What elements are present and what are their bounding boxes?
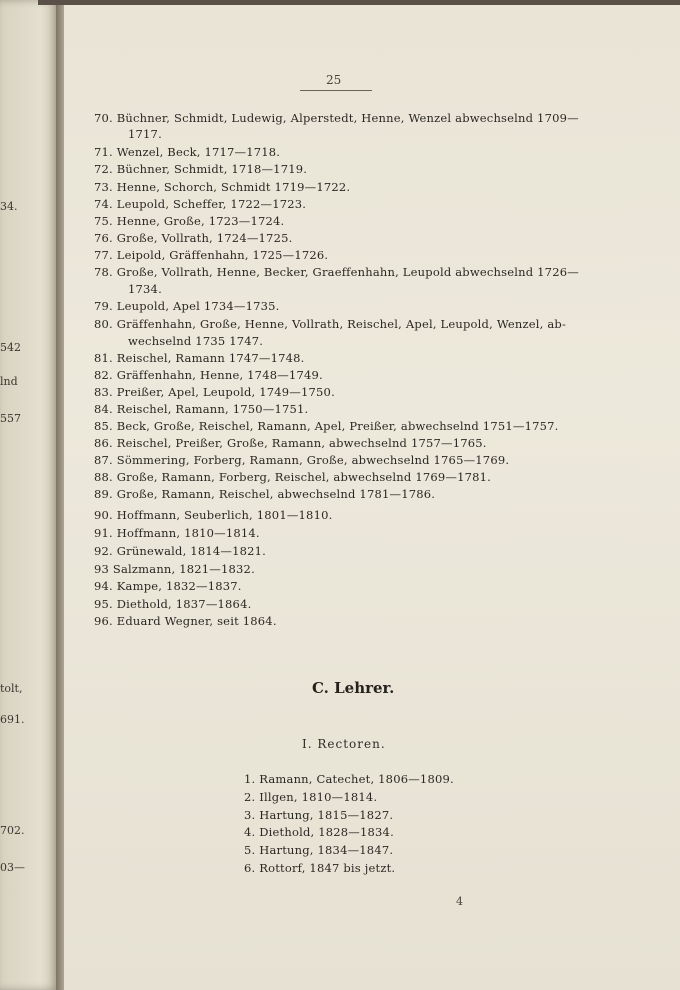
list-item: 96. Eduard Wegner, seit 1864. <box>94 614 277 628</box>
list-item: 84. Reischel, Ramann, 1750—1751. <box>94 402 309 416</box>
list-item: 75. Henne, Große, 1723—1724. <box>94 214 285 228</box>
list-item: 71. Wenzel, Beck, 1717—1718. <box>94 145 281 159</box>
facing-page-edge <box>0 0 58 990</box>
page-number: 25 <box>326 73 342 87</box>
section-subheading: I. Rectoren. <box>302 737 386 751</box>
list-item: 72. Büchner, Schmidt, 1718—1719. <box>94 162 308 176</box>
list-item: 92. Grünewald, 1814—1821. <box>94 544 266 558</box>
section-heading: C. Lehrer. <box>312 679 395 697</box>
page-top-edge <box>38 0 680 5</box>
list-item: 83. Preißer, Apel, Leupold, 1749—1750. <box>94 385 335 399</box>
facing-page-fragment: 702. <box>0 824 25 837</box>
list-item: 90. Hoffmann, Seuberlich, 1801—1810. <box>94 508 333 522</box>
list-item: 88. Große, Ramann, Forberg, Reischel, abwechselnd 1769—1781. <box>94 470 492 484</box>
facing-page-fragment: 03— <box>0 861 25 874</box>
list-item: 3. Hartung, 1815—1827. <box>244 808 394 822</box>
list-item: 74. Leupold, Scheffer, 1722—1723. <box>94 197 307 211</box>
facing-page-fragment: 691. <box>0 713 25 726</box>
list-item: 76. Große, Vollrath, 1724—1725. <box>94 231 293 245</box>
list-item: 79. Leupold, Apel 1734—1735. <box>94 299 280 313</box>
list-item: 94. Kampe, 1832—1837. <box>94 579 242 593</box>
list-item: 85. Beck, Große, Reischel, Ramann, Apel, Preißer, abwechselnd 1751—1757. <box>94 419 559 433</box>
list-item: 82. Gräffenhahn, Henne, 1748—1749. <box>94 368 323 382</box>
facing-page-fragment: tolt, <box>0 682 23 695</box>
list-item: 81. Reischel, Ramann 1747—1748. <box>94 351 305 365</box>
signature-mark: 4 <box>456 895 463 908</box>
list-item-continuation: wechselnd 1735 1747. <box>128 334 264 348</box>
list-item: 5. Hartung, 1834—1847. <box>244 843 394 857</box>
list-item: 6. Rottorf, 1847 bis jetzt. <box>244 861 396 875</box>
list-item: 70. Büchner, Schmidt, Ludewig, Alperstedt, Henne, Wenzel abwechselnd 1709— <box>94 111 579 125</box>
list-item: 73. Henne, Schorch, Schmidt 1719—1722. <box>94 180 351 194</box>
list-item: 77. Leipold, Gräffenhahn, 1725—1726. <box>94 248 329 262</box>
list-item: 89. Große, Ramann, Reischel, abwechselnd 1781—1786. <box>94 487 436 501</box>
list-item-continuation: 1717. <box>128 127 162 141</box>
page-number-rule <box>300 90 372 91</box>
facing-page-fragment: 557 <box>0 412 21 425</box>
list-item: 87. Sömmering, Forberg, Ramann, Große, abwechselnd 1765—1769. <box>94 453 510 467</box>
list-item: 4. Diethold, 1828—1834. <box>244 825 394 839</box>
list-item: 95. Diethold, 1837—1864. <box>94 597 252 611</box>
list-item-continuation: 1734. <box>128 282 162 296</box>
list-item: 1. Ramann, Catechet, 1806—1809. <box>244 772 454 786</box>
facing-page-fragment: lnd <box>0 375 18 388</box>
facing-page-fragment: 542 <box>0 341 21 354</box>
list-item: 93 Salzmann, 1821—1832. <box>94 562 255 576</box>
list-item: 2. Illgen, 1810—1814. <box>244 790 378 804</box>
facing-page-fragment: 34. <box>0 200 18 213</box>
list-item: 91. Hoffmann, 1810—1814. <box>94 526 260 540</box>
list-item: 80. Gräffenhahn, Große, Henne, Vollrath, Reischel, Apel, Leupold, Wenzel, ab- <box>94 317 567 331</box>
list-item: 78. Große, Vollrath, Henne, Becker, Graeffenhahn, Leupold abwechselnd 1726— <box>94 265 579 279</box>
list-item: 86. Reischel, Preißer, Große, Ramann, abwechselnd 1757—1765. <box>94 436 487 450</box>
